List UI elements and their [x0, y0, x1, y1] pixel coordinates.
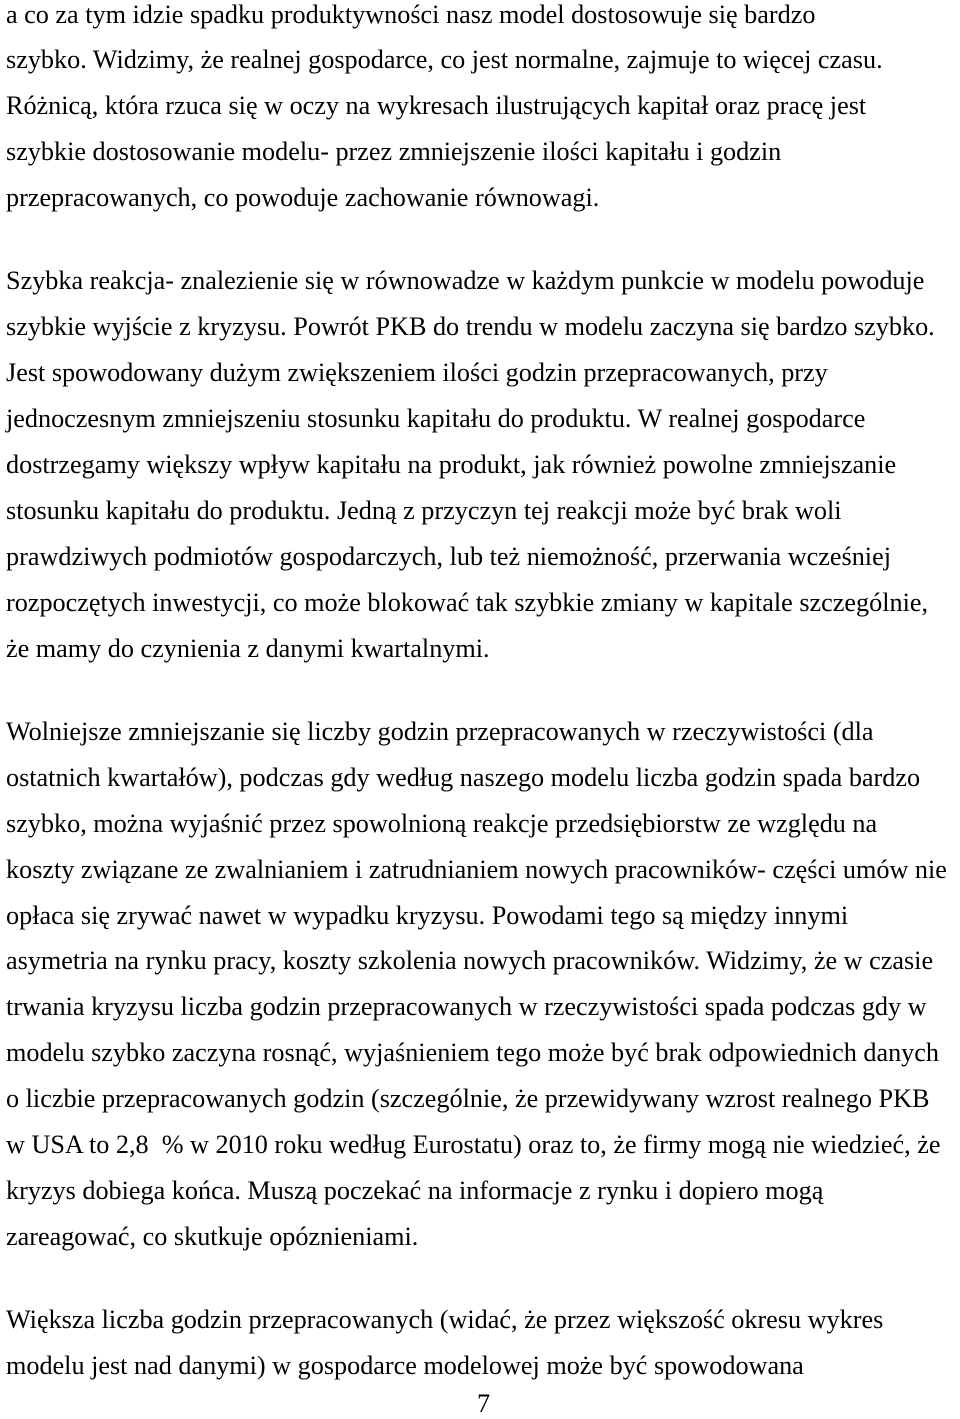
text-line: jednoczesnym zmniejszeniu stosunku kapitału do produktu. W realnej gospodarce	[6, 404, 866, 434]
text-line: szybko, można wyjaśnić przez spowolnioną reakcje przedsiębiorstw ze względu na	[6, 808, 878, 838]
paragraph	[6, 2, 960, 231]
text-line: stosunku kapitału do produktu. Jedną z przyczyn tej reakcji może być brak woli	[6, 495, 842, 525]
text-line: trwania kryzysu liczba godzin przepracowanych w rzeczywistości spada podczas gdy w	[6, 992, 927, 1022]
text-line: Większa liczba godzin przepracowanych (widać, że przez większość okresu wykres	[6, 1305, 884, 1335]
page-number: 7	[477, 1389, 491, 1418]
text-line: szybkie wyjście z kryzysu. Powrót PKB do trendu w modelu zaczyna się bardzo szybko.	[6, 312, 935, 342]
text-line: Wolniejsze zmniejszanie się liczby godzin przepracowanych w rzeczywistości (dla	[6, 716, 874, 746]
document-body	[6, 2, 960, 1399]
text-line: ostatnich kwartałów), podczas gdy według naszego modelu liczba godzin spada bardzo	[6, 762, 921, 792]
text-line: a co za tym idzie spadku produktywności nasz model dostosowuje się bardzo	[6, 0, 816, 29]
text-line: kryzys dobiega końca. Muszą poczekać na informacje z rynku i dopiero mogą	[6, 1175, 824, 1205]
text-line: zareagować, co skutkuje opóznieniami.	[6, 1221, 419, 1251]
text-line: Różnicą, która rzuca się w oczy na wykresach ilustrujących kapitał oraz pracę jest	[6, 91, 867, 121]
text-line: w USA to 2,8 % w 2010 roku według Eurostatu) oraz to, że firmy mogą nie wiedzieć, że	[6, 1129, 941, 1159]
text-line: szybko. Widzimy, że realnej gospodarce, co jest normalne, zajmuje to więcej czasu.	[6, 45, 883, 75]
text-line: dostrzegamy większy wpływ kapitału na produkt, jak również powolne zmniejszanie	[6, 450, 897, 480]
text-line: koszty związane ze zwalnianiem i zatrudnianiem nowych pracowników- części umów nie	[6, 854, 947, 884]
text-line: modelu szybko zaczyna rosnąć, wyjaśnieniem tego może być brak odpowiednich danych	[6, 1038, 939, 1068]
text-line: o liczbie przepracowanych godzin (szczególnie, że przewidywany wzrost realnego PKB	[6, 1084, 930, 1114]
text-line: że mamy do czynienia z danymi kwartalnymi.	[6, 633, 490, 663]
paragraph	[6, 268, 960, 681]
paragraph	[6, 716, 960, 1270]
text-line: szybkie dostosowanie modelu- przez zmniejszenie ilości kapitału i godzin	[6, 137, 782, 167]
text-line: Jest spowodowany dużym zwiększeniem ilości godzin przepracowanych, przy	[6, 358, 828, 388]
text-line: rozpoczętych inwestycji, co może blokować tak szybkie zmiany w kapitale szczególnie,	[6, 587, 929, 617]
text-line: asymetria na rynku pracy, koszty szkolenia nowych pracowników. Widzimy, że w czasie	[6, 946, 934, 976]
paragraph	[6, 1307, 960, 1399]
text-line: prawdziwych podmiotów gospodarczych, lub też niemożność, przerwania wcześniej	[6, 541, 891, 571]
text-line: Szybka reakcja- znalezienie się w równowadze w każdym punkcie w modelu powoduje	[6, 266, 925, 296]
text-line: opłaca się zrywać nawet w wypadku kryzysu. Powodami tego są między innymi	[6, 900, 849, 930]
text-line: modelu jest nad danymi) w gospodarce modelowej może być spowodowana	[6, 1351, 804, 1381]
text-line: przepracowanych, co powoduje zachowanie równowagi.	[6, 183, 600, 213]
